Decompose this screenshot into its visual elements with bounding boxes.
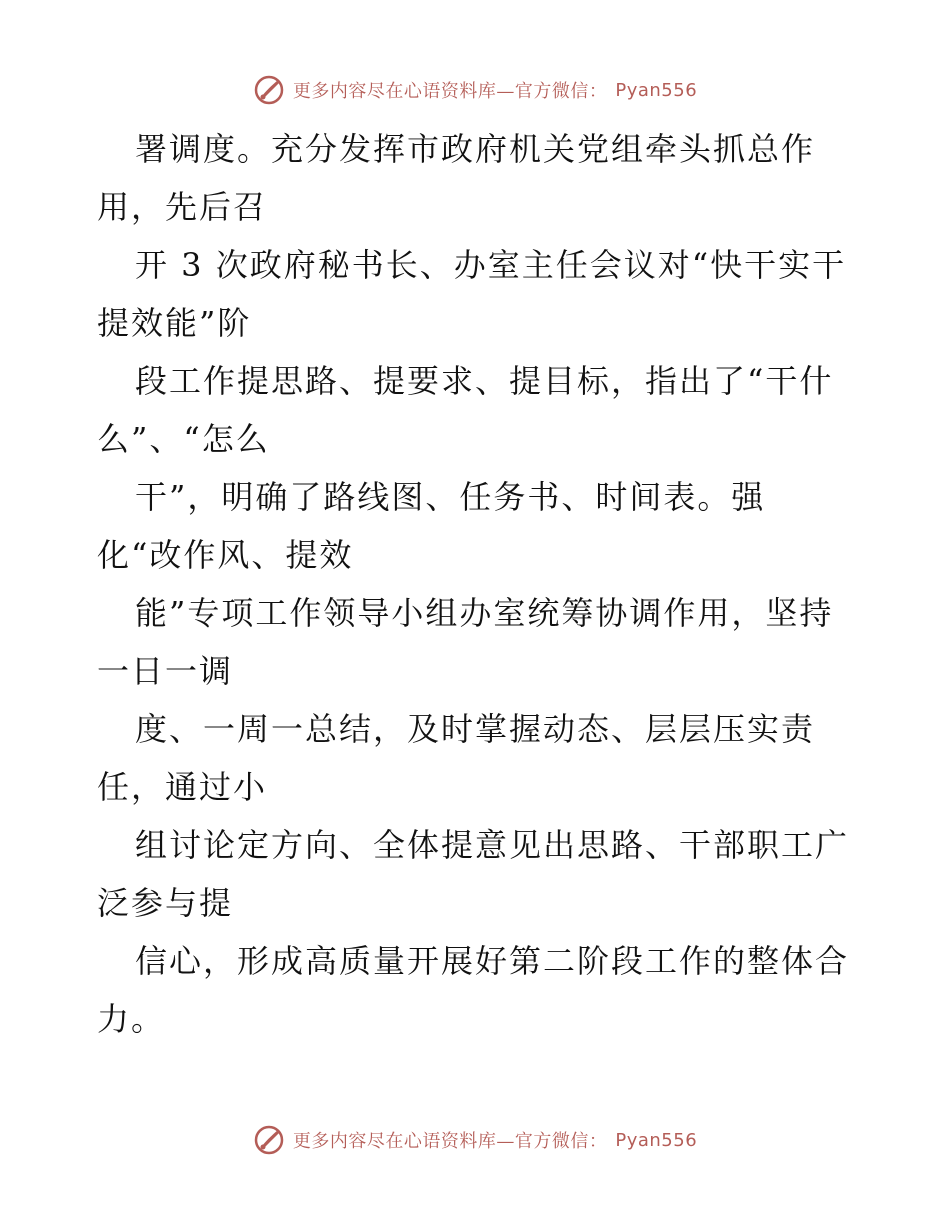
body-line: 段工作提思路、提要求、提目标，指出了“干什 bbox=[135, 362, 834, 400]
body-line: 一日一调 bbox=[97, 652, 234, 690]
watermark-text: 更多内容尽在心语资料库—官方微信： bbox=[292, 1131, 608, 1152]
brush-logo-icon bbox=[253, 74, 285, 106]
body-line: 化“改作风、提效 bbox=[97, 536, 354, 574]
body-line: 组讨论定方向、全体提意见出思路、干部职工广 bbox=[135, 826, 850, 864]
body-line: 任，通过小 bbox=[97, 768, 268, 806]
footer-watermark bbox=[0, 1120, 950, 1160]
body-line: 度、一周一总结，及时掌握动态、层层压实责 bbox=[135, 710, 816, 748]
watermark-text: 更多内容尽在心语资料库—官方微信： bbox=[292, 81, 608, 102]
watermark-wechat-id: Pyan556 bbox=[615, 79, 698, 101]
body-line: 能”专项工作领导小组办室统筹协调作用，坚持 bbox=[135, 594, 834, 632]
body-line: 干”，明确了路线图、任务书、时间表。强 bbox=[135, 478, 766, 516]
brush-logo-icon bbox=[253, 1124, 285, 1156]
body-line: 开 3 次政府秘书长、办室主任会议对“快干实干 bbox=[135, 246, 847, 284]
document-body bbox=[97, 120, 857, 1048]
body-line: 泛参与提 bbox=[97, 884, 234, 922]
body-line: 力。 bbox=[97, 1000, 166, 1038]
body-line: 信心，形成高质量开展好第二阶段工作的整体合 bbox=[135, 942, 850, 980]
watermark-wechat-id: Pyan556 bbox=[615, 1129, 698, 1151]
body-line: 署调度。充分发挥市政府机关党组牵头抓总作 bbox=[135, 130, 816, 168]
header-watermark bbox=[0, 70, 950, 110]
body-line: 用，先后召 bbox=[97, 188, 268, 226]
body-line: 提效能”阶 bbox=[97, 304, 252, 342]
body-line: 么”、“怎么 bbox=[97, 420, 270, 458]
